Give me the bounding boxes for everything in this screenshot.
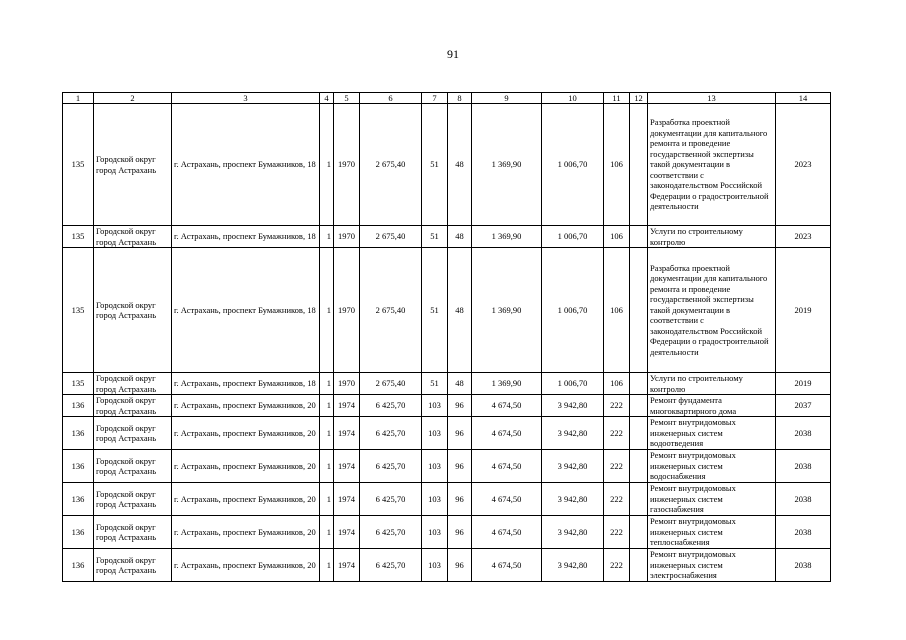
row-number-cell: 136 — [63, 395, 94, 417]
col8-cell: 96 — [448, 483, 472, 516]
col9-cell: 4 674,50 — [472, 516, 542, 549]
col11-cell: 222 — [604, 417, 630, 450]
table-row — [63, 483, 831, 516]
municipality-cell: Городской округ город Астрахань — [94, 483, 172, 516]
col7-cell: 103 — [422, 549, 448, 582]
col7-cell: 103 — [422, 516, 448, 549]
col10-cell: 3 942,80 — [542, 516, 604, 549]
col8-cell: 96 — [448, 549, 472, 582]
col10-cell: 1 006,70 — [542, 104, 604, 226]
municipality-cell: Городской округ город Астрахань — [94, 516, 172, 549]
planned-year-cell: 2038 — [776, 417, 831, 450]
row-number-cell: 135 — [63, 248, 94, 373]
col7-cell: 103 — [422, 417, 448, 450]
municipality-cell: Городской округ город Астрахань — [94, 248, 172, 373]
municipality-cell: Городской округ город Астрахань — [94, 549, 172, 582]
col9-cell: 4 674,50 — [472, 483, 542, 516]
work-type-cell: Ремонт внутридомовых инженерных систем газоснабжения — [648, 483, 776, 516]
header-cell: 2 — [94, 93, 172, 104]
col10-cell: 1 006,70 — [542, 248, 604, 373]
address-cell: г. Астрахань, проспект Бумажников, 20 — [172, 516, 320, 549]
work-type-cell: Ремонт внутридомовых инженерных систем водоотведения — [648, 417, 776, 450]
col7-cell: 103 — [422, 395, 448, 417]
col12-cell — [630, 373, 648, 395]
col8-cell: 96 — [448, 516, 472, 549]
work-type-cell: Ремонт внутридомовых инженерных систем электроснабжения — [648, 549, 776, 582]
table-row — [63, 373, 831, 395]
row-number-cell: 135 — [63, 373, 94, 395]
year-cell: 1974 — [334, 549, 360, 582]
row-number-cell: 136 — [63, 483, 94, 516]
col12-cell — [630, 417, 648, 450]
table-row — [63, 516, 831, 549]
work-type-cell: Разработка проектной документации для капитального ремонта и проведение государственной экспертизы такой документации в соответствии с законодательством Российской Федерации о градостроительной деятельности — [648, 104, 776, 226]
year-cell: 1974 — [334, 417, 360, 450]
col4-cell: 1 — [320, 549, 334, 582]
col8-cell: 48 — [448, 248, 472, 373]
col8-cell: 96 — [448, 395, 472, 417]
col7-cell: 51 — [422, 104, 448, 226]
col7-cell: 51 — [422, 373, 448, 395]
municipality-cell: Городской округ город Астрахань — [94, 395, 172, 417]
header-cell: 14 — [776, 93, 831, 104]
col10-cell: 1 006,70 — [542, 373, 604, 395]
year-cell: 1974 — [334, 516, 360, 549]
planned-year-cell: 2019 — [776, 373, 831, 395]
header-cell: 5 — [334, 93, 360, 104]
table-row — [63, 226, 831, 248]
col9-cell: 1 369,90 — [472, 248, 542, 373]
address-cell: г. Астрахань, проспект Бумажников, 20 — [172, 417, 320, 450]
address-cell: г. Астрахань, проспект Бумажников, 20 — [172, 395, 320, 417]
municipality-cell: Городской округ город Астрахань — [94, 417, 172, 450]
col9-cell: 1 369,90 — [472, 373, 542, 395]
col9-cell: 4 674,50 — [472, 395, 542, 417]
work-type-cell: Ремонт внутридомовых инженерных систем теплоснабжения — [648, 516, 776, 549]
planned-year-cell: 2037 — [776, 395, 831, 417]
header-cell: 7 — [422, 93, 448, 104]
row-number-cell: 135 — [63, 226, 94, 248]
work-type-cell: Услуги по строительному контролю — [648, 226, 776, 248]
municipality-cell: Городской округ город Астрахань — [94, 450, 172, 483]
address-cell: г. Астрахань, проспект Бумажников, 20 — [172, 450, 320, 483]
col9-cell: 4 674,50 — [472, 549, 542, 582]
col11-cell: 222 — [604, 549, 630, 582]
total-area-cell: 6 425,70 — [360, 549, 422, 582]
total-area-cell: 2 675,40 — [360, 248, 422, 373]
repair-program-table — [62, 92, 831, 582]
table-row — [63, 549, 831, 582]
col4-cell: 1 — [320, 226, 334, 248]
planned-year-cell: 2019 — [776, 248, 831, 373]
total-area-cell: 6 425,70 — [360, 483, 422, 516]
planned-year-cell: 2023 — [776, 226, 831, 248]
col7-cell: 103 — [422, 483, 448, 516]
col10-cell: 3 942,80 — [542, 549, 604, 582]
col7-cell: 103 — [422, 450, 448, 483]
year-cell: 1970 — [334, 248, 360, 373]
col12-cell — [630, 248, 648, 373]
header-cell: 8 — [448, 93, 472, 104]
col11-cell: 106 — [604, 373, 630, 395]
total-area-cell: 2 675,40 — [360, 226, 422, 248]
total-area-cell: 2 675,40 — [360, 373, 422, 395]
col4-cell: 1 — [320, 248, 334, 373]
col12-cell — [630, 450, 648, 483]
page-number: 91 — [447, 47, 459, 61]
municipality-cell: Городской округ город Астрахань — [94, 104, 172, 226]
col4-cell: 1 — [320, 516, 334, 549]
table-row — [63, 104, 831, 226]
header-cell: 10 — [542, 93, 604, 104]
work-type-cell: Ремонт внутридомовых инженерных систем водоснабжения — [648, 450, 776, 483]
col8-cell: 48 — [448, 373, 472, 395]
col10-cell: 3 942,80 — [542, 450, 604, 483]
col4-cell: 1 — [320, 417, 334, 450]
col4-cell: 1 — [320, 483, 334, 516]
col9-cell: 1 369,90 — [472, 104, 542, 226]
planned-year-cell: 2038 — [776, 450, 831, 483]
header-cell: 3 — [172, 93, 320, 104]
col12-cell — [630, 104, 648, 226]
col4-cell: 1 — [320, 395, 334, 417]
address-cell: г. Астрахань, проспект Бумажников, 18 — [172, 373, 320, 395]
header-cell: 1 — [63, 93, 94, 104]
col12-cell — [630, 516, 648, 549]
header-cell: 6 — [360, 93, 422, 104]
col7-cell: 51 — [422, 248, 448, 373]
table-row — [63, 450, 831, 483]
table-row — [63, 417, 831, 450]
row-number-cell: 136 — [63, 549, 94, 582]
total-area-cell: 6 425,70 — [360, 417, 422, 450]
col4-cell: 1 — [320, 373, 334, 395]
col10-cell: 1 006,70 — [542, 226, 604, 248]
planned-year-cell: 2038 — [776, 516, 831, 549]
col11-cell: 222 — [604, 483, 630, 516]
col8-cell: 96 — [448, 417, 472, 450]
row-number-cell: 135 — [63, 104, 94, 226]
col11-cell: 106 — [604, 104, 630, 226]
col10-cell: 3 942,80 — [542, 395, 604, 417]
col7-cell: 51 — [422, 226, 448, 248]
total-area-cell: 2 675,40 — [360, 104, 422, 226]
row-number-cell: 136 — [63, 516, 94, 549]
col11-cell: 222 — [604, 395, 630, 417]
address-cell: г. Астрахань, проспект Бумажников, 20 — [172, 483, 320, 516]
col9-cell: 4 674,50 — [472, 450, 542, 483]
col10-cell: 3 942,80 — [542, 417, 604, 450]
col12-cell — [630, 226, 648, 248]
year-cell: 1970 — [334, 373, 360, 395]
total-area-cell: 6 425,70 — [360, 516, 422, 549]
planned-year-cell: 2023 — [776, 104, 831, 226]
total-area-cell: 6 425,70 — [360, 395, 422, 417]
col12-cell — [630, 395, 648, 417]
table-row — [63, 248, 831, 373]
row-number-cell: 136 — [63, 450, 94, 483]
col8-cell: 48 — [448, 104, 472, 226]
header-cell: 11 — [604, 93, 630, 104]
year-cell: 1970 — [334, 226, 360, 248]
header-cell: 4 — [320, 93, 334, 104]
total-area-cell: 6 425,70 — [360, 450, 422, 483]
municipality-cell: Городской округ город Астрахань — [94, 226, 172, 248]
work-type-cell: Разработка проектной документации для капитального ремонта и проведение государственной экспертизы такой документации в соответствии с законодательством Российской Федерации о градостроительной деятельности — [648, 248, 776, 373]
year-cell: 1974 — [334, 450, 360, 483]
address-cell: г. Астрахань, проспект Бумажников, 18 — [172, 248, 320, 373]
col4-cell: 1 — [320, 104, 334, 226]
year-cell: 1974 — [334, 395, 360, 417]
year-cell: 1970 — [334, 104, 360, 226]
col9-cell: 4 674,50 — [472, 417, 542, 450]
col11-cell: 106 — [604, 226, 630, 248]
table-row — [63, 395, 831, 417]
work-type-cell: Услуги по строительному контролю — [648, 373, 776, 395]
planned-year-cell: 2038 — [776, 483, 831, 516]
address-cell: г. Астрахань, проспект Бумажников, 18 — [172, 226, 320, 248]
work-type-cell: Ремонт фундамента многоквартирного дома — [648, 395, 776, 417]
col11-cell: 222 — [604, 450, 630, 483]
col8-cell: 96 — [448, 450, 472, 483]
col10-cell: 3 942,80 — [542, 483, 604, 516]
row-number-cell: 136 — [63, 417, 94, 450]
header-cell: 9 — [472, 93, 542, 104]
col8-cell: 48 — [448, 226, 472, 248]
col12-cell — [630, 549, 648, 582]
col9-cell: 1 369,90 — [472, 226, 542, 248]
col4-cell: 1 — [320, 450, 334, 483]
col11-cell: 106 — [604, 248, 630, 373]
column-number-header — [63, 93, 831, 104]
planned-year-cell: 2038 — [776, 549, 831, 582]
header-cell: 12 — [630, 93, 648, 104]
address-cell: г. Астрахань, проспект Бумажников, 20 — [172, 549, 320, 582]
address-cell: г. Астрахань, проспект Бумажников, 18 — [172, 104, 320, 226]
col12-cell — [630, 483, 648, 516]
header-cell: 13 — [648, 93, 776, 104]
col11-cell: 222 — [604, 516, 630, 549]
year-cell: 1974 — [334, 483, 360, 516]
municipality-cell: Городской округ город Астрахань — [94, 373, 172, 395]
